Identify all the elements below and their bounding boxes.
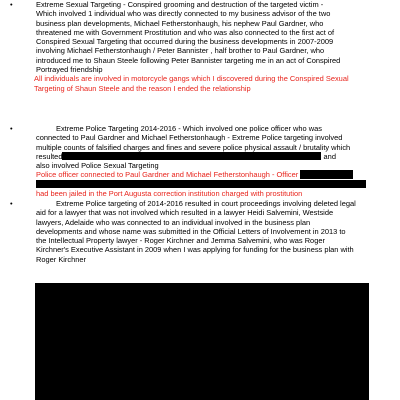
redaction-block [35,283,369,400]
text-line: Which involved 1 individual who was directly connected to my business advisor of the two [36,9,331,19]
text-line: connected to Paul Gardner and Michael Fetherstonhaugh - Extreme Police targeting involved [36,133,343,143]
text-line: lawyers, Adelaide who was connected to an individual involved in the business plan [36,217,311,227]
bullet-marker: • [10,199,13,208]
text-line: developments and whose name was submitted in the Official Letters of Involvement in 2013 to [36,226,346,236]
red-text-line: All individuals are involved in motorcycle gangs which I discovered during the Conspired Sexual [34,74,349,84]
text-line: Portrayed friendship [36,65,103,75]
text-fragment: and [323,151,336,161]
red-text-fragment: Police officer connected to Paul Gardner and Michael Fetherstonhaugh - Officer [36,170,299,180]
bullet-marker: • [10,124,13,133]
text-line: Extreme Police targeting of 2014-2016 resulted in court proceedings involving deleted legal [56,199,356,208]
redaction-bar [36,180,366,189]
text-line: introduced me to Shaun Steele following Peter Bannister targeting me in an act of Conspired [36,55,341,65]
text-line: Kirchner's Executive Assistant in 2009 when I was applying for funding for the business plan with [36,245,354,255]
bullet-marker: • [10,0,13,9]
text-line: Extreme Sexual Targeting - Conspired grooming and destruction of the targeted victim - [36,0,324,9]
bullet-item-sexual-targeting [10,0,368,93]
text-line-with-redaction [36,152,368,161]
text-line: Roger Kirchner [36,254,87,264]
text-line: Extreme Police Targeting 2014-2016 - Which involved one police officer who was [56,124,322,133]
text-fragment: resulted [36,151,63,161]
text-line: also involved Police Sexual Targeting [36,161,159,171]
redaction-line [36,180,368,189]
red-text-line: Targeting of Shaun Steele and the reason I ended the relationship [34,83,251,93]
text-line: aid for a lawyer that was not involved which resulted in a lawyer Heidi Salvemini, Westside [36,208,334,218]
text-line: multiple counts of falsified charges and fines and severe police physical assault / brutality which [36,142,351,152]
text-line: the Intellectual Property lawyer - Roger Kirchner and Jemma Salvemini, who was Roger [36,236,325,246]
redaction-bar [300,170,353,179]
bullet-item-police-targeting [10,124,368,199]
text-line: business plan developments, Michael Fetherstonhaugh, his nephew Paul Gardner, who [36,18,324,28]
red-text-line-with-redaction [36,170,368,179]
bullet-item-court-proceedings [10,199,368,264]
text-line: involving Michael Fetherstonhaugh / Peter Bannister , half brother to Paul Gardner, who [36,46,325,56]
redaction-bar [62,152,321,161]
text-line: threatened me with Government Prostitution and who was also connected to the first act of [36,27,335,37]
text-line: Conspired Sexual Targeting that occurred during the business developments in 2007-2009 [36,37,334,47]
red-text-line: had been jailed in the Port Augusta correction institution charged with prostitution [36,189,303,199]
